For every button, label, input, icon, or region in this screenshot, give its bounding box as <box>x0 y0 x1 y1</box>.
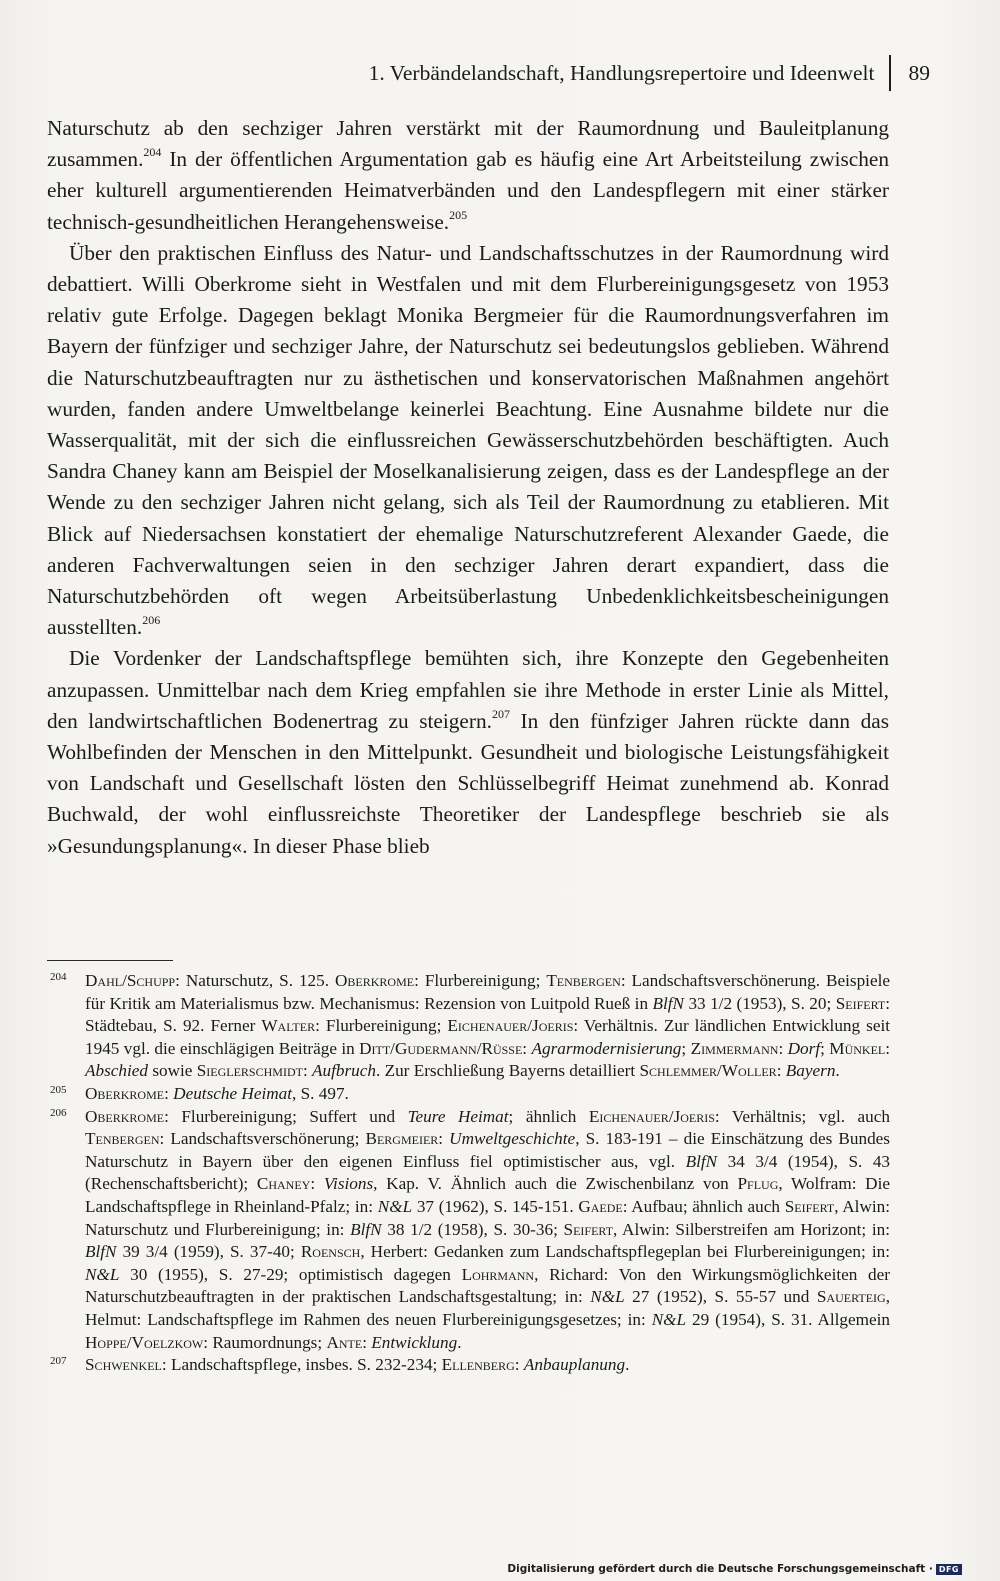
footnote-italic-text: Deutsche Heimat <box>173 1083 293 1103</box>
footnote-italic-text: Aufbruch <box>312 1061 376 1081</box>
footnote-italic-text: BlfN <box>685 1151 718 1171</box>
footnote-text: , Richard: Von den Wirkungsmöglichkeiten der Naturschutzbeauftragten in der praktischen Landschaftsgestaltung; in: <box>85 1264 890 1307</box>
footnote-text: , Herbert: Gedanken zum Landschaftspflegeplan bei Flurbereinigungen; in: <box>360 1242 890 1262</box>
footnote-text: Seifert <box>835 993 886 1013</box>
footnote-text: : Landschaftspflege, insbes. S. 232-234; <box>161 1355 442 1375</box>
footnote-text: : <box>438 1129 450 1149</box>
footnote-text: Eichenauer/Joeris <box>447 1016 574 1036</box>
footnote-text: Ante <box>326 1332 363 1352</box>
footnote-text: 29 (1954), S. 31. Allgemein <box>686 1309 891 1329</box>
footnote-text: Seifert <box>784 1196 835 1216</box>
footnote-italic-text: BlfN <box>85 1242 117 1262</box>
footnote-separator <box>47 960 173 961</box>
footnote-text: : Städtebau, S. 92. Ferner <box>85 993 891 1036</box>
footnote-207 <box>47 1354 890 1377</box>
footnote-text: Oberkrome <box>85 1083 165 1103</box>
footnote-text: . <box>835 1061 840 1081</box>
footnote-text: 38 1/2 (1958), S. 30-36; <box>381 1219 564 1239</box>
footnote-text: : Flurbereinigung; <box>315 1016 448 1036</box>
footnote-ref-206[interactable]: 206 <box>142 613 161 628</box>
footnote-text: Bergmeier <box>365 1129 439 1149</box>
footnote-text: , S. 183-191 – die Einschätzung des Bundes Naturschutz in Bayern über den eigenen Einfluss fiel optimistischer aus, vgl. <box>85 1129 890 1171</box>
footnote-text: : <box>776 1061 786 1081</box>
footnote-text: Münkel <box>829 1038 886 1058</box>
footnote-text: : <box>885 1038 891 1058</box>
footnote-text: : Landschaftsverschönerung; <box>159 1129 366 1149</box>
footnote-text: Oberkrome <box>85 1106 165 1126</box>
footnote-number: 206 <box>50 1106 67 1119</box>
footnote-text: Lohrmann <box>461 1264 535 1284</box>
footnote-text: 37 (1962), S. 145-151. <box>412 1196 579 1216</box>
footnote-text: Zimmermann <box>690 1038 779 1058</box>
footnote-italic-text: Dorf <box>787 1038 821 1058</box>
footnote-italic-text: N&L <box>377 1196 413 1216</box>
main-text <box>47 113 889 862</box>
footnote-206 <box>47 1106 890 1355</box>
footnote-text: Oberkrome <box>335 971 415 990</box>
header-divider <box>889 55 891 91</box>
footnote-text: Ditt/Gudermann/Rüsse <box>359 1038 523 1058</box>
footnote-text: : Verhältnis. Zur ländlichen Entwicklung seit 1945 vgl. die einschlägigen Beiträge in <box>85 1016 890 1058</box>
footnote-text: : <box>522 1038 532 1058</box>
footnote-205 <box>47 1083 890 1106</box>
footnote-text: : <box>164 1083 174 1103</box>
footnote-204 <box>47 970 890 1083</box>
footnote-text: ; <box>820 1038 830 1058</box>
footnote-number: 205 <box>50 1083 67 1096</box>
footnote-text: Seifert <box>563 1219 614 1239</box>
footnote-text: 27 (1952), S. 55-57 und <box>624 1287 817 1307</box>
footnote-text: , S. 497. <box>292 1083 349 1103</box>
footnote-text: , Helmut: Landschaftspflege im Rahmen des neuen Flurbereinigungsgesetzes; in: <box>85 1287 890 1329</box>
digitization-credit <box>507 1563 962 1575</box>
footnote-text: , Wolfram: Die Landschaftspflege in Rheinland-Pfalz; in: <box>85 1174 890 1216</box>
footnote-italic-text: Entwicklung <box>371 1332 458 1352</box>
footnote-text: Tenbergen <box>546 971 621 990</box>
footnote-text: Pflug <box>737 1174 779 1194</box>
footnote-text: , Kap. V. Ähnlich auch die Zwischenbilanz von <box>373 1174 738 1194</box>
footnote-italic-text: BlfN <box>350 1219 382 1239</box>
footnote-text: . Zur Erschließung Bayerns detailliert <box>376 1061 640 1081</box>
footnote-text: : Raumordnungs; <box>203 1332 327 1352</box>
footnote-text: : Naturschutz, S. 125. <box>175 971 335 990</box>
footnote-italic-text: Agrarmodernisierung <box>531 1038 682 1058</box>
paragraph-2: Über den praktischen Einfluss des Natur- und Landschaftsschutzes in der Raumordnung wird debattiert. Willi Oberkrome sieht in Westfalen und mit dem Flurbereinigungsgesetz von 1953 relativ gute Erfolge. Dagegen beklagt Monika Bergmeier für die Raumordnungsverfahren im Bayern der fünfziger und sechziger Jahre, der Naturschutz sei bedeutungslos geblieben. Während die Naturschutzbeauftragten nur zu ästhetischen und konservatorischen Maßnahmen angehört wurden, fanden andere Umweltbelange keinerlei Beachtung. Eine Ausnahme bildete nur die Wasserqualität, mit der sich die einflussreichen Gewässerschutzbehörden beschäftigten. Auch Sandra Chaney kann am Beispiel der Moselkanalisierung zeigen, dass es der Landespflege an der Wende zu den sechziger Jahren nicht gelang, sich als Teil der Raumordnung zu etablieren. Mit Blick auf Niedersachsen konstatiert der ehemalige Naturschutzreferent Alexander Gaede, die anderen Fachverwaltungen seien in den sechziger Jahren derart expandiert, dass die Naturschutzbehörden oft wegen Arbeitsüberlastung Unbedenklichkeitsbescheinigungen ausstellten.$^{206}$ <box>47 240 889 640</box>
footnote-text: Schwenkel <box>85 1355 162 1375</box>
footnote-text: : <box>778 1038 788 1058</box>
page-number: 89 <box>908 61 930 85</box>
footnote-text: sowie <box>148 1061 197 1081</box>
footnote-text: Dahl/Schupp <box>85 971 176 990</box>
paragraph-1: Naturschutz ab den sechziger Jahren verstärkt mit der Raumordnung und Bauleitplanung zusammen.$^{204}$ In der öffentlichen Argumentation gab es häufig eine Art Arbeitsteilung zwischen eher kulturell argumentierenden Heimatverbänden und den Landespflegern mit einer stärker technisch-gesundheitlichen Herangehensweise.$^{205}$ <box>47 116 889 234</box>
footnote-ref-204[interactable]: 204 <box>143 145 162 160</box>
footnote-text: , Alwin: Naturschutz und Flurbereinigung; in: <box>85 1196 891 1239</box>
footnote-italic-text: Teure Heimat <box>407 1106 509 1126</box>
footnote-text: Gaede <box>578 1196 623 1216</box>
footnote-italic-text: N&L <box>590 1287 625 1307</box>
chapter-title: 1. Verbändelandschaft, Handlungsrepertoire und Ideenwelt <box>368 61 875 85</box>
footnote-number: 207 <box>50 1355 67 1368</box>
footnote-italic-text: Bayern <box>785 1061 836 1081</box>
footnote-text: ; <box>681 1038 691 1058</box>
footnote-text: Eichenauer/Joeris <box>588 1106 715 1126</box>
footnote-text: : Verhältnis; vgl. auch <box>714 1106 890 1126</box>
footnote-text: . <box>625 1355 630 1375</box>
footnote-italic-text: N&L <box>85 1264 120 1284</box>
footnote-text: . <box>457 1332 462 1352</box>
footnote-text: : <box>362 1332 372 1352</box>
footnote-text: : <box>310 1174 324 1194</box>
footnote-text: Sieglerschmidt <box>196 1061 303 1081</box>
footnote-text: Tenbergen <box>85 1129 160 1149</box>
footnote-text: Ellenberg <box>441 1355 515 1375</box>
paragraph-3: Die Vordenker der Landschaftspflege bemühten sich, ihre Konzepte den Gegebenheiten anzupassen. Unmittelbar nach dem Krieg empfahlen sie ihre Methode in erster Linie als Mittel, den landwirtschaftlichen Bodenertrag zu steigern.$^{207}$ In den fünfziger Jahren rückte dann das Wohlbefinden der Menschen in den Mittelpunkt. Gesundheit und biologische Leistungsfähigkeit von Landschaft und Gesellschaft lösten den Schlüsselbegriff Heimat zunehmend ab. Konrad Buchwald, der wohl einflussreichste Theoretiker der Landespflege beschrieb sie als »Gesundungsplanung«. In dieser Phase blieb <box>47 646 889 858</box>
footnotes <box>47 970 890 1377</box>
footnote-text: Walter <box>261 1016 316 1036</box>
footnote-text: 30 (1955), S. 27-29; optimistisch dagegen <box>119 1264 462 1284</box>
footnote-text: : Flurbereinigung; Suffert und <box>164 1106 408 1126</box>
footnote-italic-text: N&L <box>651 1309 687 1329</box>
footnote-text: 34 3/4 (1954), S. 43 (Rechenschaftsbericht); <box>85 1151 891 1194</box>
footnote-italic-text: Umweltgeschichte <box>449 1129 576 1149</box>
running-head <box>300 56 930 90</box>
footnote-text: Sauerteig <box>816 1287 886 1307</box>
footnote-number: 204 <box>50 971 67 983</box>
footnote-text: 39 3/4 (1959), S. 37-40; <box>116 1242 301 1262</box>
footnote-italic-text: Visions <box>323 1174 374 1194</box>
footnote-text: : Landschaftsverschönerung. Beispiele für Kritik am Materialismus bzw. Mechanismus: Rezension von Luitpold Rueß in <box>85 971 890 1013</box>
footnote-ref-205[interactable]: 205 <box>449 207 468 222</box>
footnote-text: Roensch <box>300 1242 361 1262</box>
footnote-text: : Aufbau; ähnlich auch <box>622 1196 785 1216</box>
footnote-text: : Flurbereinigung; <box>414 971 547 990</box>
footnote-text: : <box>514 1355 524 1375</box>
footnote-text: Schlemmer/Woller <box>639 1061 777 1081</box>
footnote-italic-text: Abschied <box>85 1061 149 1081</box>
footnote-text: Hoppe/Voelzkow <box>85 1332 204 1352</box>
credit-text: Digitalisierung gefördert durch die Deutsche Forschungsgemeinschaft · <box>507 1563 933 1575</box>
footnote-text: ; ähnlich <box>508 1106 589 1126</box>
footnote-text: 33 1/2 (1953), S. 20; <box>684 993 836 1013</box>
footnote-text: Chaney <box>256 1174 311 1194</box>
footnote-italic-text: BlfN <box>652 993 685 1013</box>
footnote-italic-text: Anbauplanung <box>523 1355 626 1375</box>
footnote-text: : <box>302 1061 313 1081</box>
footnote-ref-207[interactable]: 207 <box>491 706 510 721</box>
dfg-logo-icon: DFG <box>936 1564 962 1575</box>
footnote-text: , Alwin: Silberstreifen am Horizont; in: <box>613 1219 890 1239</box>
